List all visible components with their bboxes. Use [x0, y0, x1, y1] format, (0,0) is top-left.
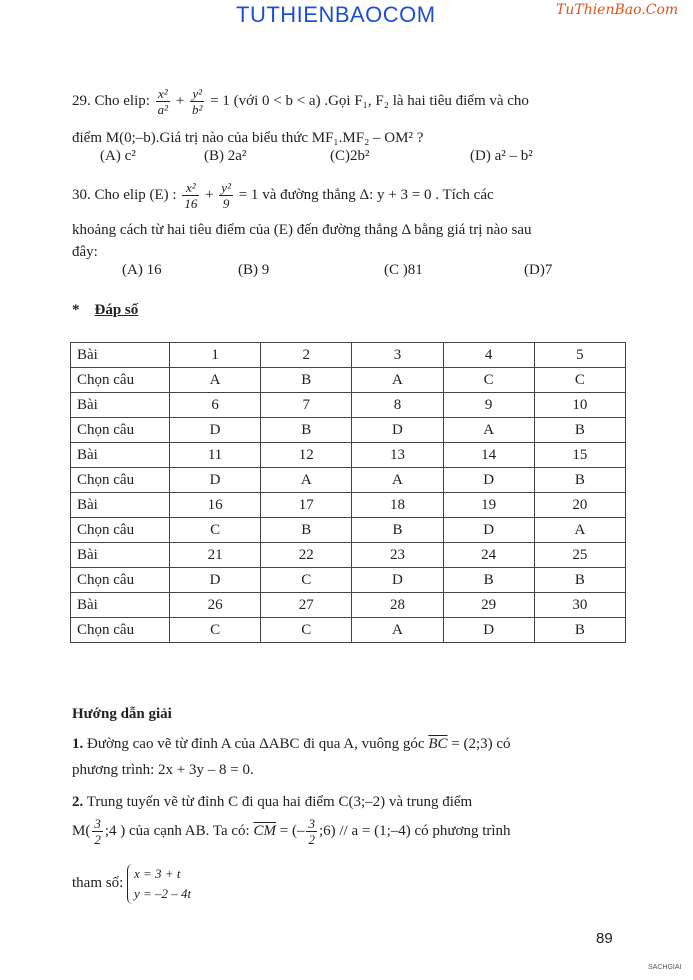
question-cell: 27 — [261, 593, 352, 618]
answer-cell: C — [261, 618, 352, 643]
answer-row — [71, 568, 626, 593]
question-row — [71, 543, 626, 568]
q30-frac-y: $\frac{\text{y²}}{9}$ — [221, 180, 231, 211]
answer-cell: A — [443, 418, 534, 443]
question-cell: 14 — [443, 443, 534, 468]
question-row — [71, 593, 626, 618]
answer-cell: D — [170, 568, 261, 593]
answer-cell: A — [534, 518, 625, 543]
question-cell: 9 — [443, 393, 534, 418]
guide-step2-eq: = (– — [279, 822, 305, 839]
guide-step2-tail: ;6) // a = (1;–4) có phương trình — [318, 822, 511, 839]
answers-title: Đáp số — [94, 302, 139, 318]
site-brand: TUTHIENBAOCOM — [236, 2, 436, 27]
q30-line3: đây: — [72, 244, 98, 260]
guide-frac-3-2: $\frac{3}{2}$ — [94, 816, 101, 847]
question-cell: 5 — [534, 343, 625, 368]
answer-cell: D — [443, 518, 534, 543]
guide-heading: Hướng dẫn giải — [72, 706, 172, 722]
question-row-label: Bài — [71, 593, 170, 618]
question-row-label: Bài — [71, 343, 170, 368]
question-cell: 25 — [534, 543, 625, 568]
q30-after: và đường thẳng Δ: y + 3 = 0 . Tích các — [262, 186, 494, 203]
answer-row-label: Chọn câu — [71, 618, 170, 643]
answer-cell: A — [352, 618, 443, 643]
answer-row — [71, 368, 626, 393]
answers-table — [70, 342, 626, 643]
question-cell: 3 — [352, 343, 443, 368]
answer-row-label: Chọn câu — [71, 368, 170, 393]
guide-step1-text: Đường cao vẽ từ đỉnh A của ΔABC đi qua A, vuông góc — [87, 736, 425, 752]
answer-cell: B — [443, 568, 534, 593]
answer-cell: A — [352, 468, 443, 493]
q29-option-c: (C)2b² — [330, 148, 370, 164]
answer-cell: A — [170, 368, 261, 393]
answer-cell: D — [170, 418, 261, 443]
guide-frac-3-2-b: $\frac{3}{2}$ — [308, 816, 315, 847]
answer-row-label: Chọn câu — [71, 568, 170, 593]
q30-prefix: 30. Cho elip (E) : — [72, 186, 177, 203]
q30-option-b: (B) 9 — [238, 262, 270, 278]
param-system — [127, 864, 191, 904]
q29-frac-y: $\frac{\text{y²}}{\text{b²}}$ — [192, 86, 203, 117]
vector-cm: $\overline{CM}$ — [253, 822, 276, 839]
answer-cell: C — [261, 568, 352, 593]
answer-cell: C — [443, 368, 534, 393]
answer-row — [71, 418, 626, 443]
q29-option-d: (D) a² – b² — [470, 148, 533, 164]
answer-cell: A — [352, 368, 443, 393]
question-row — [71, 493, 626, 518]
answer-cell: B — [534, 618, 625, 643]
vector-bc: $\overline{BC}$ — [428, 736, 448, 752]
q29-option-a: (A) c² — [100, 148, 136, 164]
q30-line1 — [72, 180, 494, 211]
param-label: tham số: — [72, 875, 124, 891]
question-cell: 24 — [443, 543, 534, 568]
answer-row — [71, 618, 626, 643]
answer-row-label: Chọn câu — [71, 468, 170, 493]
q30-option-c: (C )81 — [384, 262, 423, 278]
answer-row — [71, 468, 626, 493]
answer-cell: D — [352, 568, 443, 593]
question-cell: 23 — [352, 543, 443, 568]
question-cell: 7 — [261, 393, 352, 418]
question-cell: 26 — [170, 593, 261, 618]
question-cell: 1 — [170, 343, 261, 368]
question-cell: 16 — [170, 493, 261, 518]
question-cell: 17 — [261, 493, 352, 518]
question-cell: 6 — [170, 393, 261, 418]
guide-step2-text: Trung tuyến vẽ từ đỉnh C đi qua hai điểm C(3;–2) và trung điểm — [86, 794, 473, 810]
q29-plus: + — [175, 92, 185, 109]
question-cell: 19 — [443, 493, 534, 518]
q30-line2: khoảng cách từ hai tiêu điểm của (E) đến đường thẳng Δ bằng giá trị nào sau — [72, 222, 532, 238]
answer-cell: D — [443, 468, 534, 493]
question-cell: 10 — [534, 393, 625, 418]
question-cell: 15 — [534, 443, 625, 468]
guide-step2-param — [72, 860, 191, 906]
guide-step1-line1 — [72, 734, 511, 754]
question-cell: 4 — [443, 343, 534, 368]
q29-eq: = 1 — [210, 92, 230, 109]
q29-prefix: 29. Cho elip: — [72, 92, 150, 109]
answer-cell: B — [261, 368, 352, 393]
question-row-label: Bài — [71, 543, 170, 568]
answer-cell: B — [261, 518, 352, 543]
footer-logo: SACHGIAI — [648, 964, 682, 971]
q29-line2: điểm M(0;–b).Giá trị nào của biểu thức MF₁.MF₂ – OM² ? — [72, 130, 424, 146]
answers-heading — [72, 302, 138, 319]
param-eq-y: y = –2 – 4t — [134, 885, 192, 901]
script-logo: TuThienBao.Com — [556, 2, 679, 18]
guide-step2-mid: ;4 ) của cạnh AB. Ta có: — [104, 822, 250, 839]
answer-cell: B — [534, 468, 625, 493]
question-row — [71, 343, 626, 368]
question-row-label: Bài — [71, 393, 170, 418]
question-cell: 8 — [352, 393, 443, 418]
question-cell: 21 — [170, 543, 261, 568]
answer-row-label: Chọn câu — [71, 518, 170, 543]
answer-cell: C — [170, 518, 261, 543]
guide-step1-line2: phương trình: 2x + 3y – 8 = 0. — [72, 762, 254, 778]
q29-line1 — [72, 86, 529, 117]
guide-step2-line2 — [72, 816, 511, 847]
question-cell: 22 — [261, 543, 352, 568]
answer-cell: B — [534, 568, 625, 593]
question-row-label: Bài — [71, 493, 170, 518]
q30-eq: = 1 — [238, 186, 259, 203]
question-cell: 2 — [261, 343, 352, 368]
guide-step2-num: 2. — [72, 794, 84, 810]
question-cell: 18 — [352, 493, 443, 518]
question-cell: 13 — [352, 443, 443, 468]
answer-cell: C — [534, 368, 625, 393]
q29-after: (với 0 < b < a) .Gọi F₁, F₂ là hai tiêu điểm và cho — [233, 92, 529, 109]
answer-cell: D — [443, 618, 534, 643]
question-cell: 30 — [534, 593, 625, 618]
answer-cell: B — [534, 418, 625, 443]
guide-step1-num: 1. — [72, 736, 84, 752]
q30-option-a: (A) 16 — [122, 262, 162, 278]
midpoint-label: M( — [72, 822, 91, 839]
answer-cell: C — [170, 618, 261, 643]
question-cell: 12 — [261, 443, 352, 468]
answer-row — [71, 518, 626, 543]
q30-plus: + — [205, 186, 214, 203]
q29-option-b: (B) 2a² — [204, 148, 247, 164]
answer-cell: B — [261, 418, 352, 443]
answer-cell: A — [261, 468, 352, 493]
answer-cell: D — [352, 418, 443, 443]
question-cell: 11 — [170, 443, 261, 468]
question-cell: 29 — [443, 593, 534, 618]
answers-star: * — [72, 302, 80, 318]
question-row-label: Bài — [71, 443, 170, 468]
question-cell: 28 — [352, 593, 443, 618]
q30-frac-x: $\frac{\text{x²}}{16}$ — [184, 180, 198, 211]
answer-row-label: Chọn câu — [71, 418, 170, 443]
param-eq-x: x = 3 + t — [134, 865, 181, 881]
question-row — [71, 393, 626, 418]
question-row — [71, 443, 626, 468]
answer-cell: D — [170, 468, 261, 493]
q30-option-d: (D)7 — [524, 262, 553, 278]
guide-step1-tail: = (2;3) có — [451, 736, 511, 752]
answer-cell: B — [352, 518, 443, 543]
page-number: 89 — [596, 930, 613, 947]
q29-frac-x: $\frac{\text{x²}}{\text{a²}}$ — [157, 86, 169, 117]
guide-step2-line1 — [72, 792, 472, 812]
question-cell: 20 — [534, 493, 625, 518]
